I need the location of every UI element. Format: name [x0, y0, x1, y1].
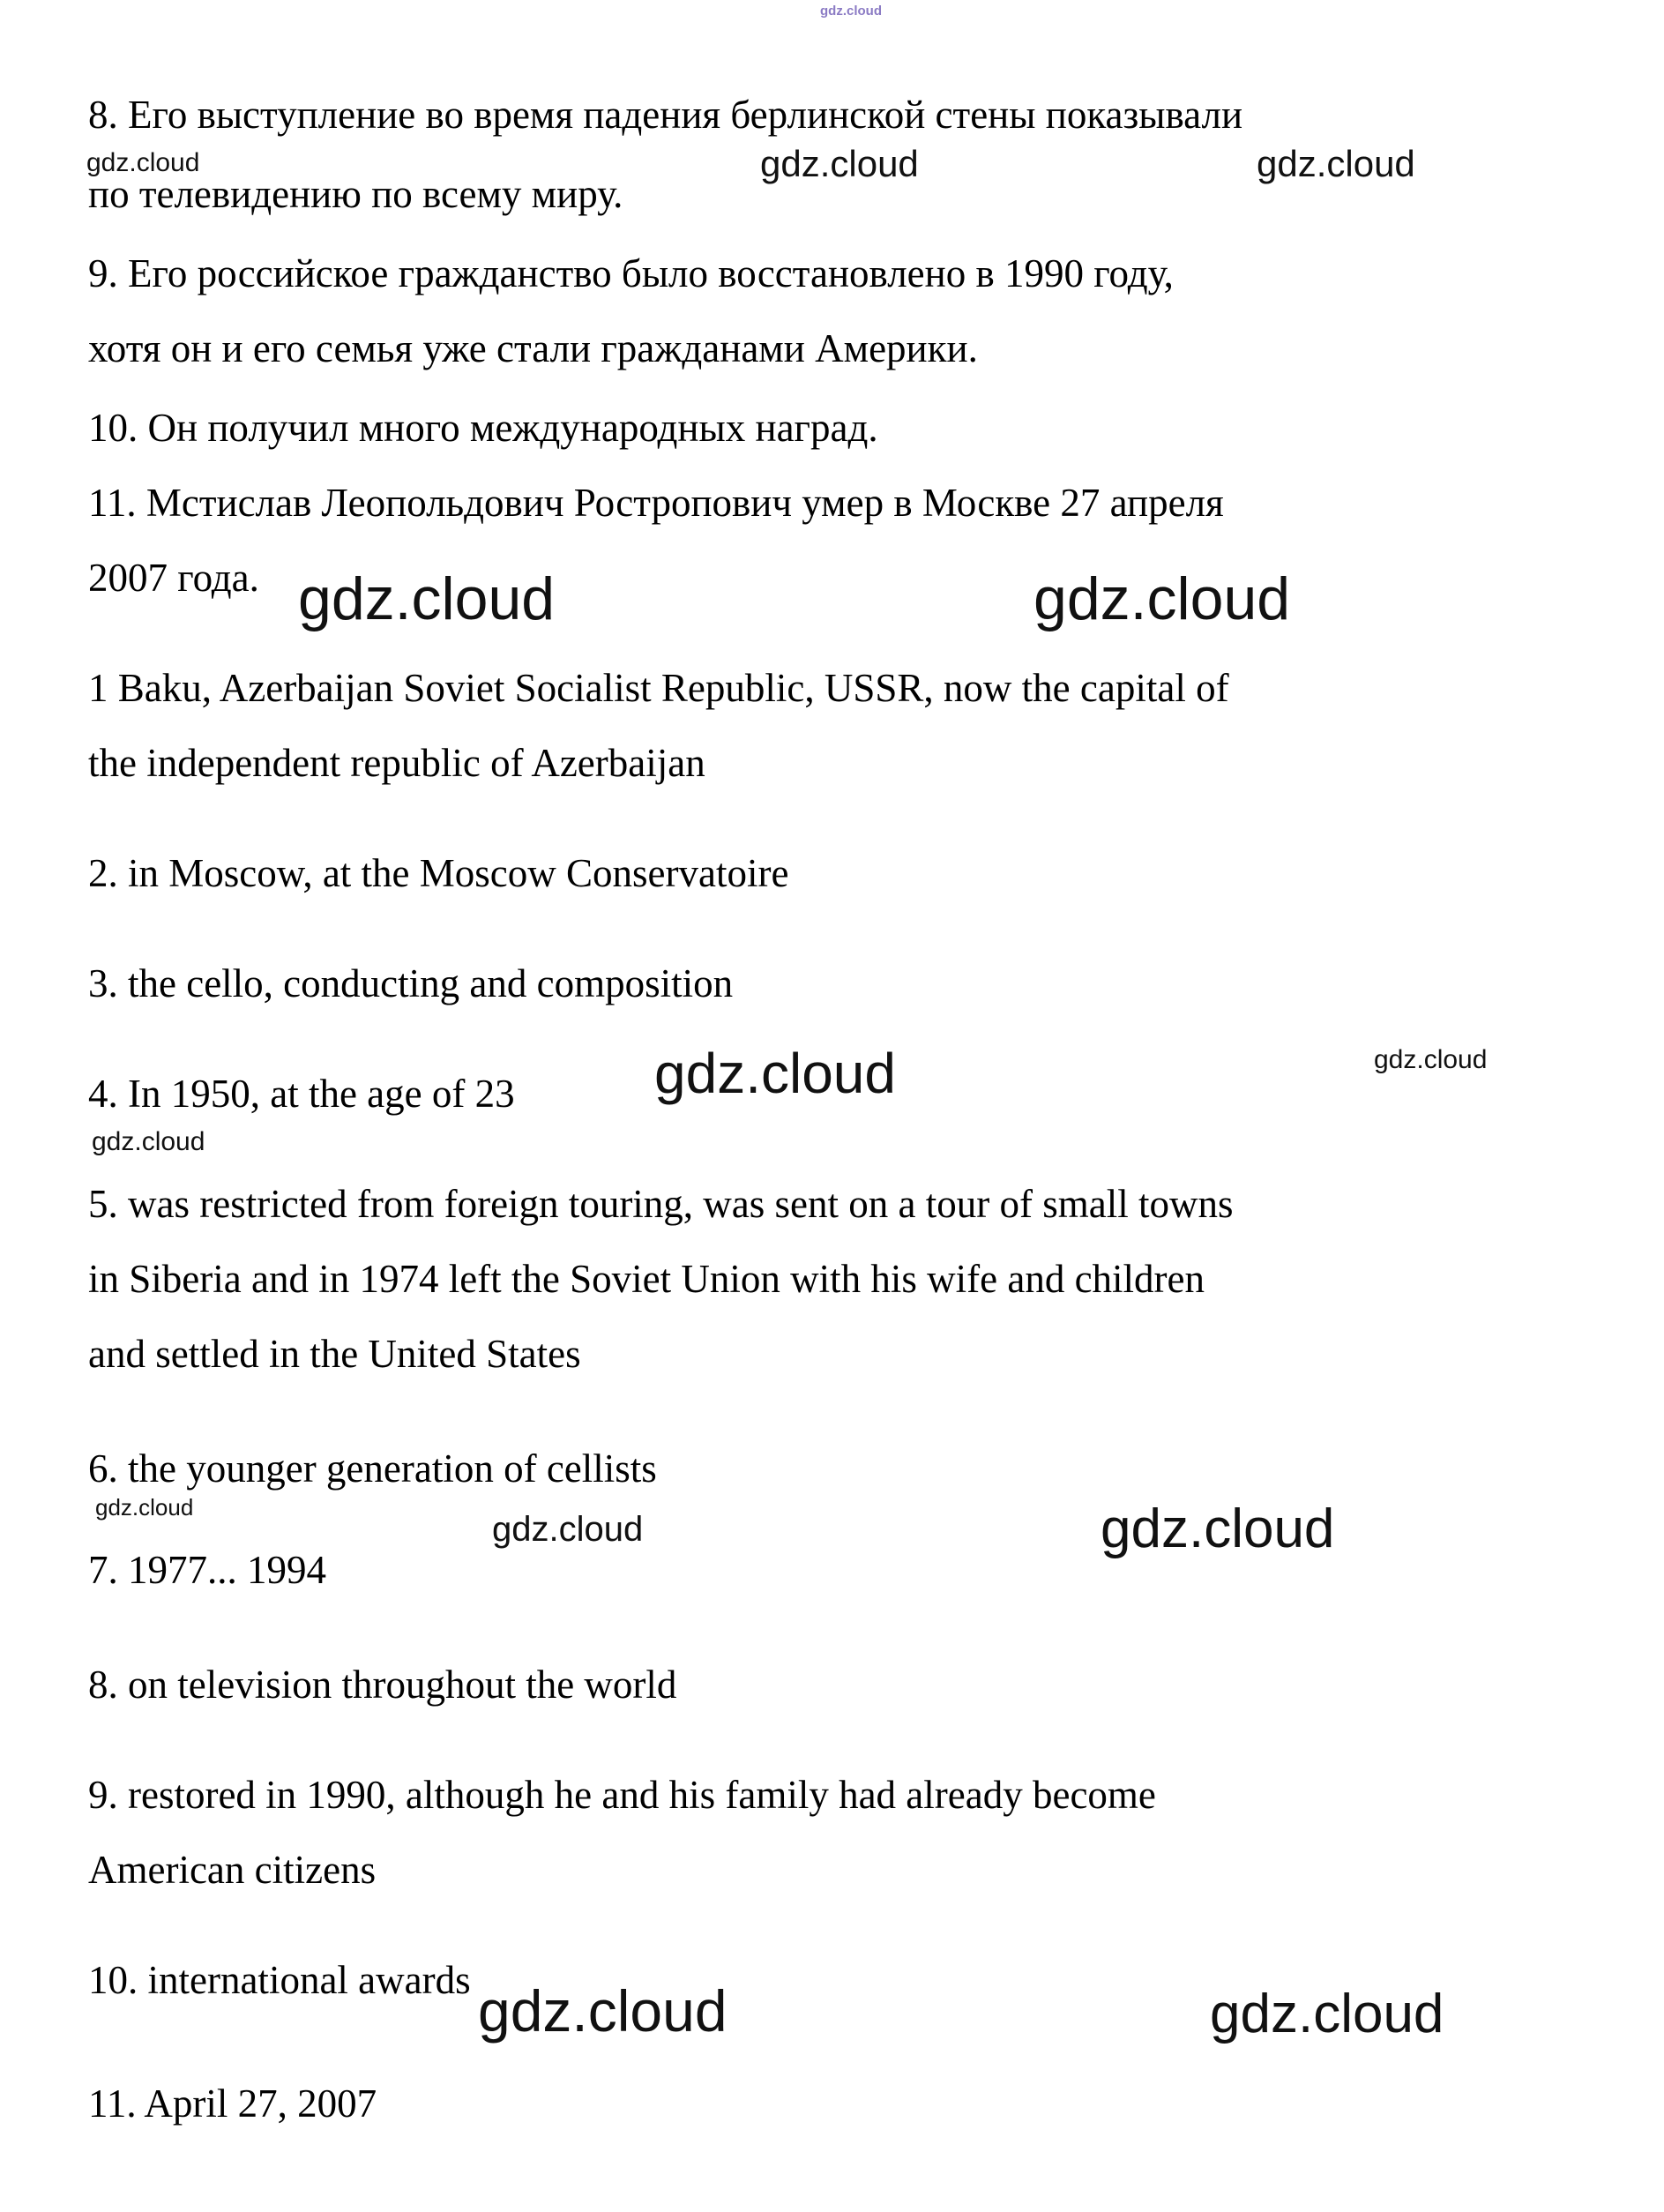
watermark-text: gdz.cloud: [478, 1978, 728, 2044]
document-line: 2. in Moscow, at the Moscow Conservatoire: [88, 851, 789, 895]
watermark-text: gdz.cloud: [760, 143, 919, 184]
watermark-text: gdz.cloud: [1374, 1045, 1488, 1074]
document-line: 5. was restricted from foreign touring, was sent on a tour of small towns: [88, 1182, 1234, 1226]
watermark-text: gdz.cloud: [1257, 143, 1415, 184]
watermark-text: gdz.cloud: [1210, 1984, 1444, 2044]
document-line: American citizens: [88, 1848, 377, 1892]
document-line: 2007 года.: [88, 556, 259, 600]
watermark-text: gdz.cloud: [492, 1510, 644, 1549]
document-line: 11. Мстислав Леопольдович Ростропович умер в Москве 27 апреля: [88, 481, 1224, 525]
document-line: the independent republic of Azerbaijan: [88, 741, 705, 785]
watermark-text: gdz.cloud: [820, 4, 882, 19]
watermark-text: gdz.cloud: [298, 565, 556, 632]
document-line: 8. Его выступление во время падения берлинской стены показывали: [88, 93, 1243, 137]
document-line: 3. the cello, conducting and composition: [88, 961, 734, 1005]
document-line: 10. international awards: [88, 1958, 471, 2002]
document-line: по телевидению по всему миру.: [88, 172, 623, 216]
watermark-text: gdz.cloud: [1033, 565, 1291, 632]
document-line: 7. 1977... 1994: [88, 1548, 326, 1592]
document-line: 1 Baku, Azerbaijan Soviet Socialist Republic, USSR, now the capital of: [88, 666, 1229, 710]
watermark-text: gdz.cloud: [1101, 1498, 1335, 1559]
watermark-text: gdz.cloud: [92, 1127, 205, 1156]
document-line: 9. Его российское гражданство было восстановлено в 1990 году,: [88, 251, 1174, 295]
document-line: and settled in the United States: [88, 1332, 581, 1376]
document-line: 11. April 27, 2007: [88, 2081, 377, 2126]
document-line: 4. In 1950, at the age of 23: [88, 1072, 515, 1116]
watermark-text: gdz.cloud: [654, 1042, 896, 1105]
watermark-text: gdz.cloud: [95, 1494, 194, 1521]
document-line: 8. on television throughout the world: [88, 1663, 677, 1707]
watermark-text: gdz.cloud: [86, 148, 200, 177]
document-line: 10. Он получил много международных наград.: [88, 406, 878, 450]
document-line: хотя он и его семья уже стали гражданами Америки.: [88, 326, 978, 370]
document-line: in Siberia and in 1974 left the Soviet Union with his wife and children: [88, 1257, 1205, 1301]
document-line: 9. restored in 1990, although he and his family had already become: [88, 1773, 1156, 1817]
document-line: 6. the younger generation of cellists: [88, 1446, 657, 1491]
